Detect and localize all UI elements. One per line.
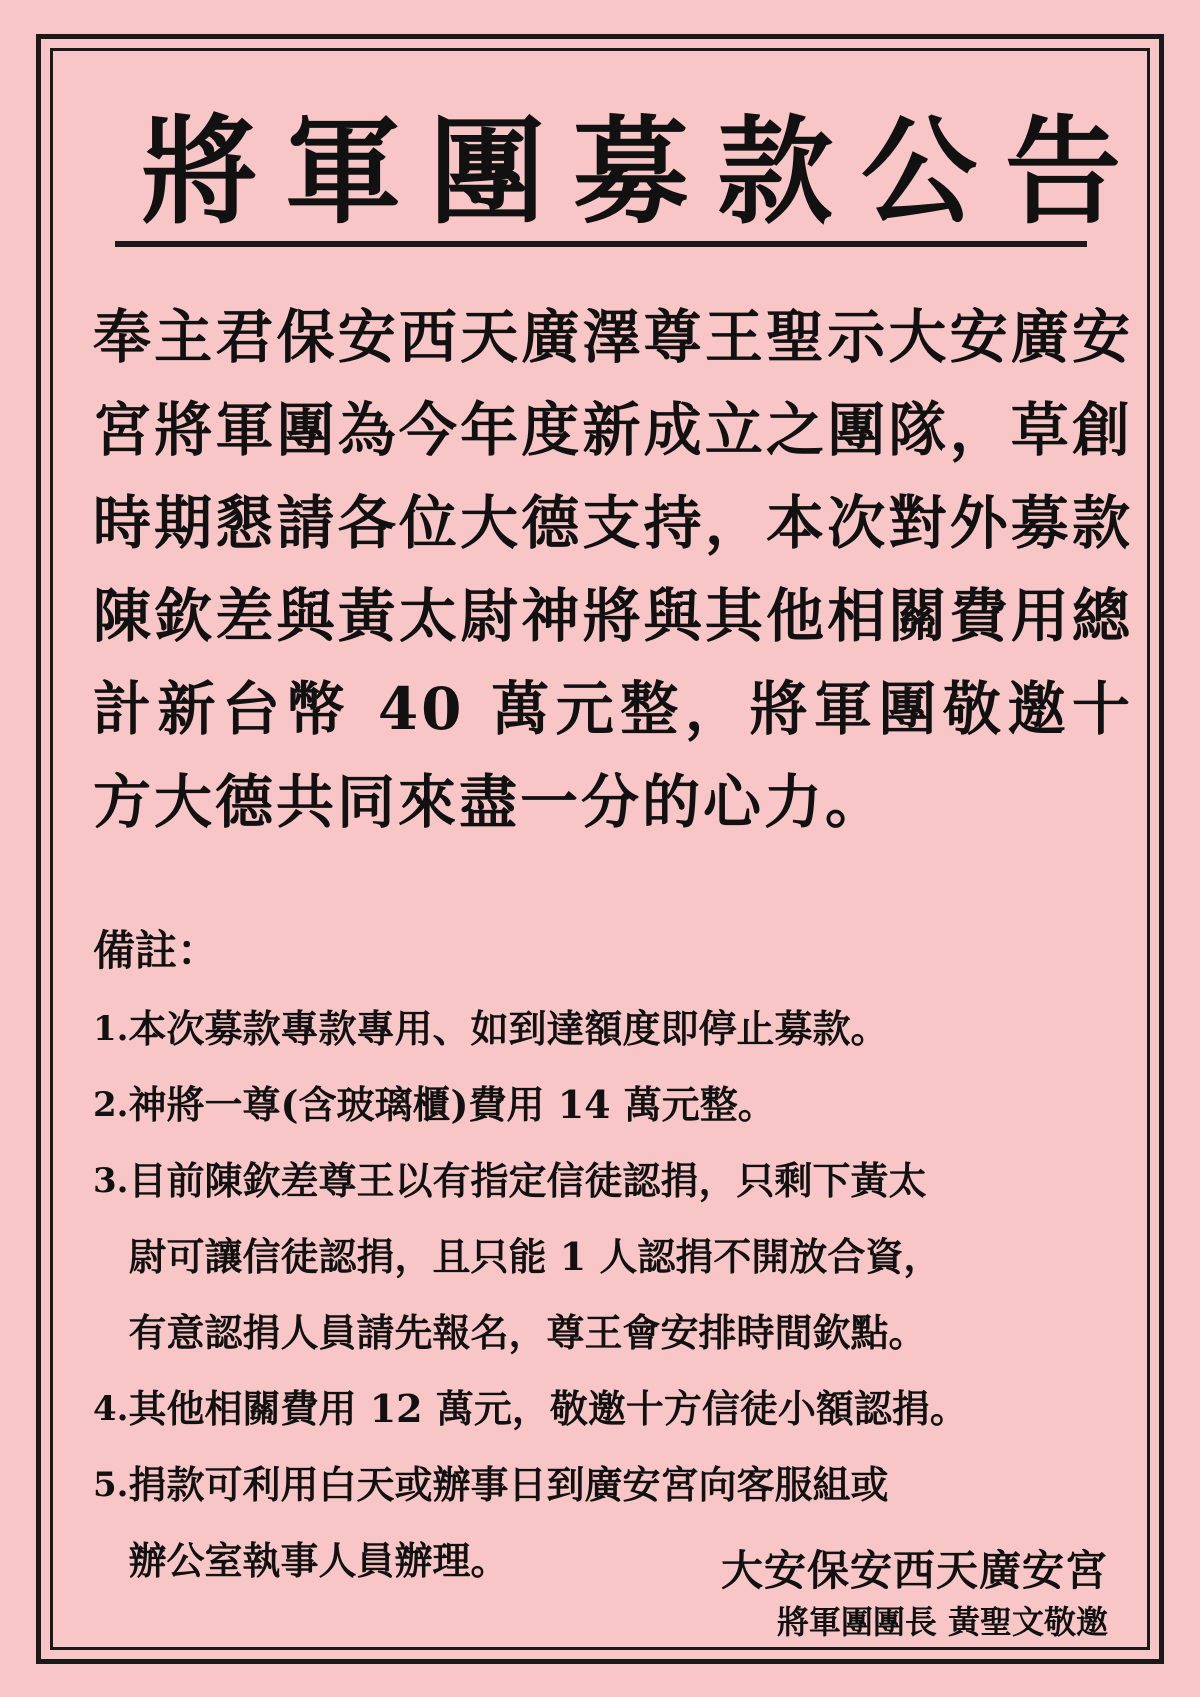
remarks-heading: 備註：: [93, 926, 220, 975]
notice-inner-border: [50, 48, 1150, 1650]
remark-text: 捐款可利用白天或辦事日到廣安宮向客服組或 辦公室執事人員辦理。: [128, 1462, 889, 1583]
remark-text: 其他相關費用 12 萬元，敬邀十方信徒小額認捐。: [128, 1386, 968, 1431]
remark-number: 2.: [93, 1085, 129, 1125]
signature-organization: 大安保安西天廣安宮: [720, 1546, 1108, 1595]
remark-item: [93, 1371, 1133, 1447]
notice-title: 將軍團募款公告: [141, 104, 1149, 240]
remarks-list: [93, 991, 1133, 1599]
remark-text: 神將一尊(含玻璃櫃)費用 14 萬元整。: [128, 1082, 776, 1127]
remark-item: [93, 991, 1133, 1067]
signature-name: 將軍團團長 黃聖文敬邀: [776, 1603, 1108, 1641]
remark-number: 3.: [93, 1161, 129, 1201]
remark-number: 4.: [93, 1389, 129, 1429]
signature-block: [721, 1543, 1108, 1645]
remark-number: 1.: [93, 1009, 129, 1049]
title-underline: [115, 241, 1087, 247]
remark-text: 目前陳欽差尊王以有指定信徒認捐，只剩下黃太 尉可讓信徒認捐，且只能 1 人認捐不開放合資， 有意認捐人員請先報名，尊王會安排時間欽點。: [128, 1158, 942, 1355]
remark-number: 5.: [93, 1465, 129, 1505]
remark-text: 本次募款專款專用、如到達額度即停止募款。: [128, 1006, 889, 1051]
notice-outer-border: [36, 34, 1164, 1664]
remark-item: [93, 1067, 1133, 1143]
main-announcement-text: 奉主君保安西天廣澤尊王聖示大安廣安宮將軍團為今年度新成立之團隊，草創時期懇請各位大德支持，本次對外募款陳欽差與黃太尉神將與其他相關費用總計新台幣 40 萬元整，將軍團敬邀十方大德共同來盡一分的心力。: [93, 303, 1133, 836]
remark-item: [93, 1143, 1133, 1371]
